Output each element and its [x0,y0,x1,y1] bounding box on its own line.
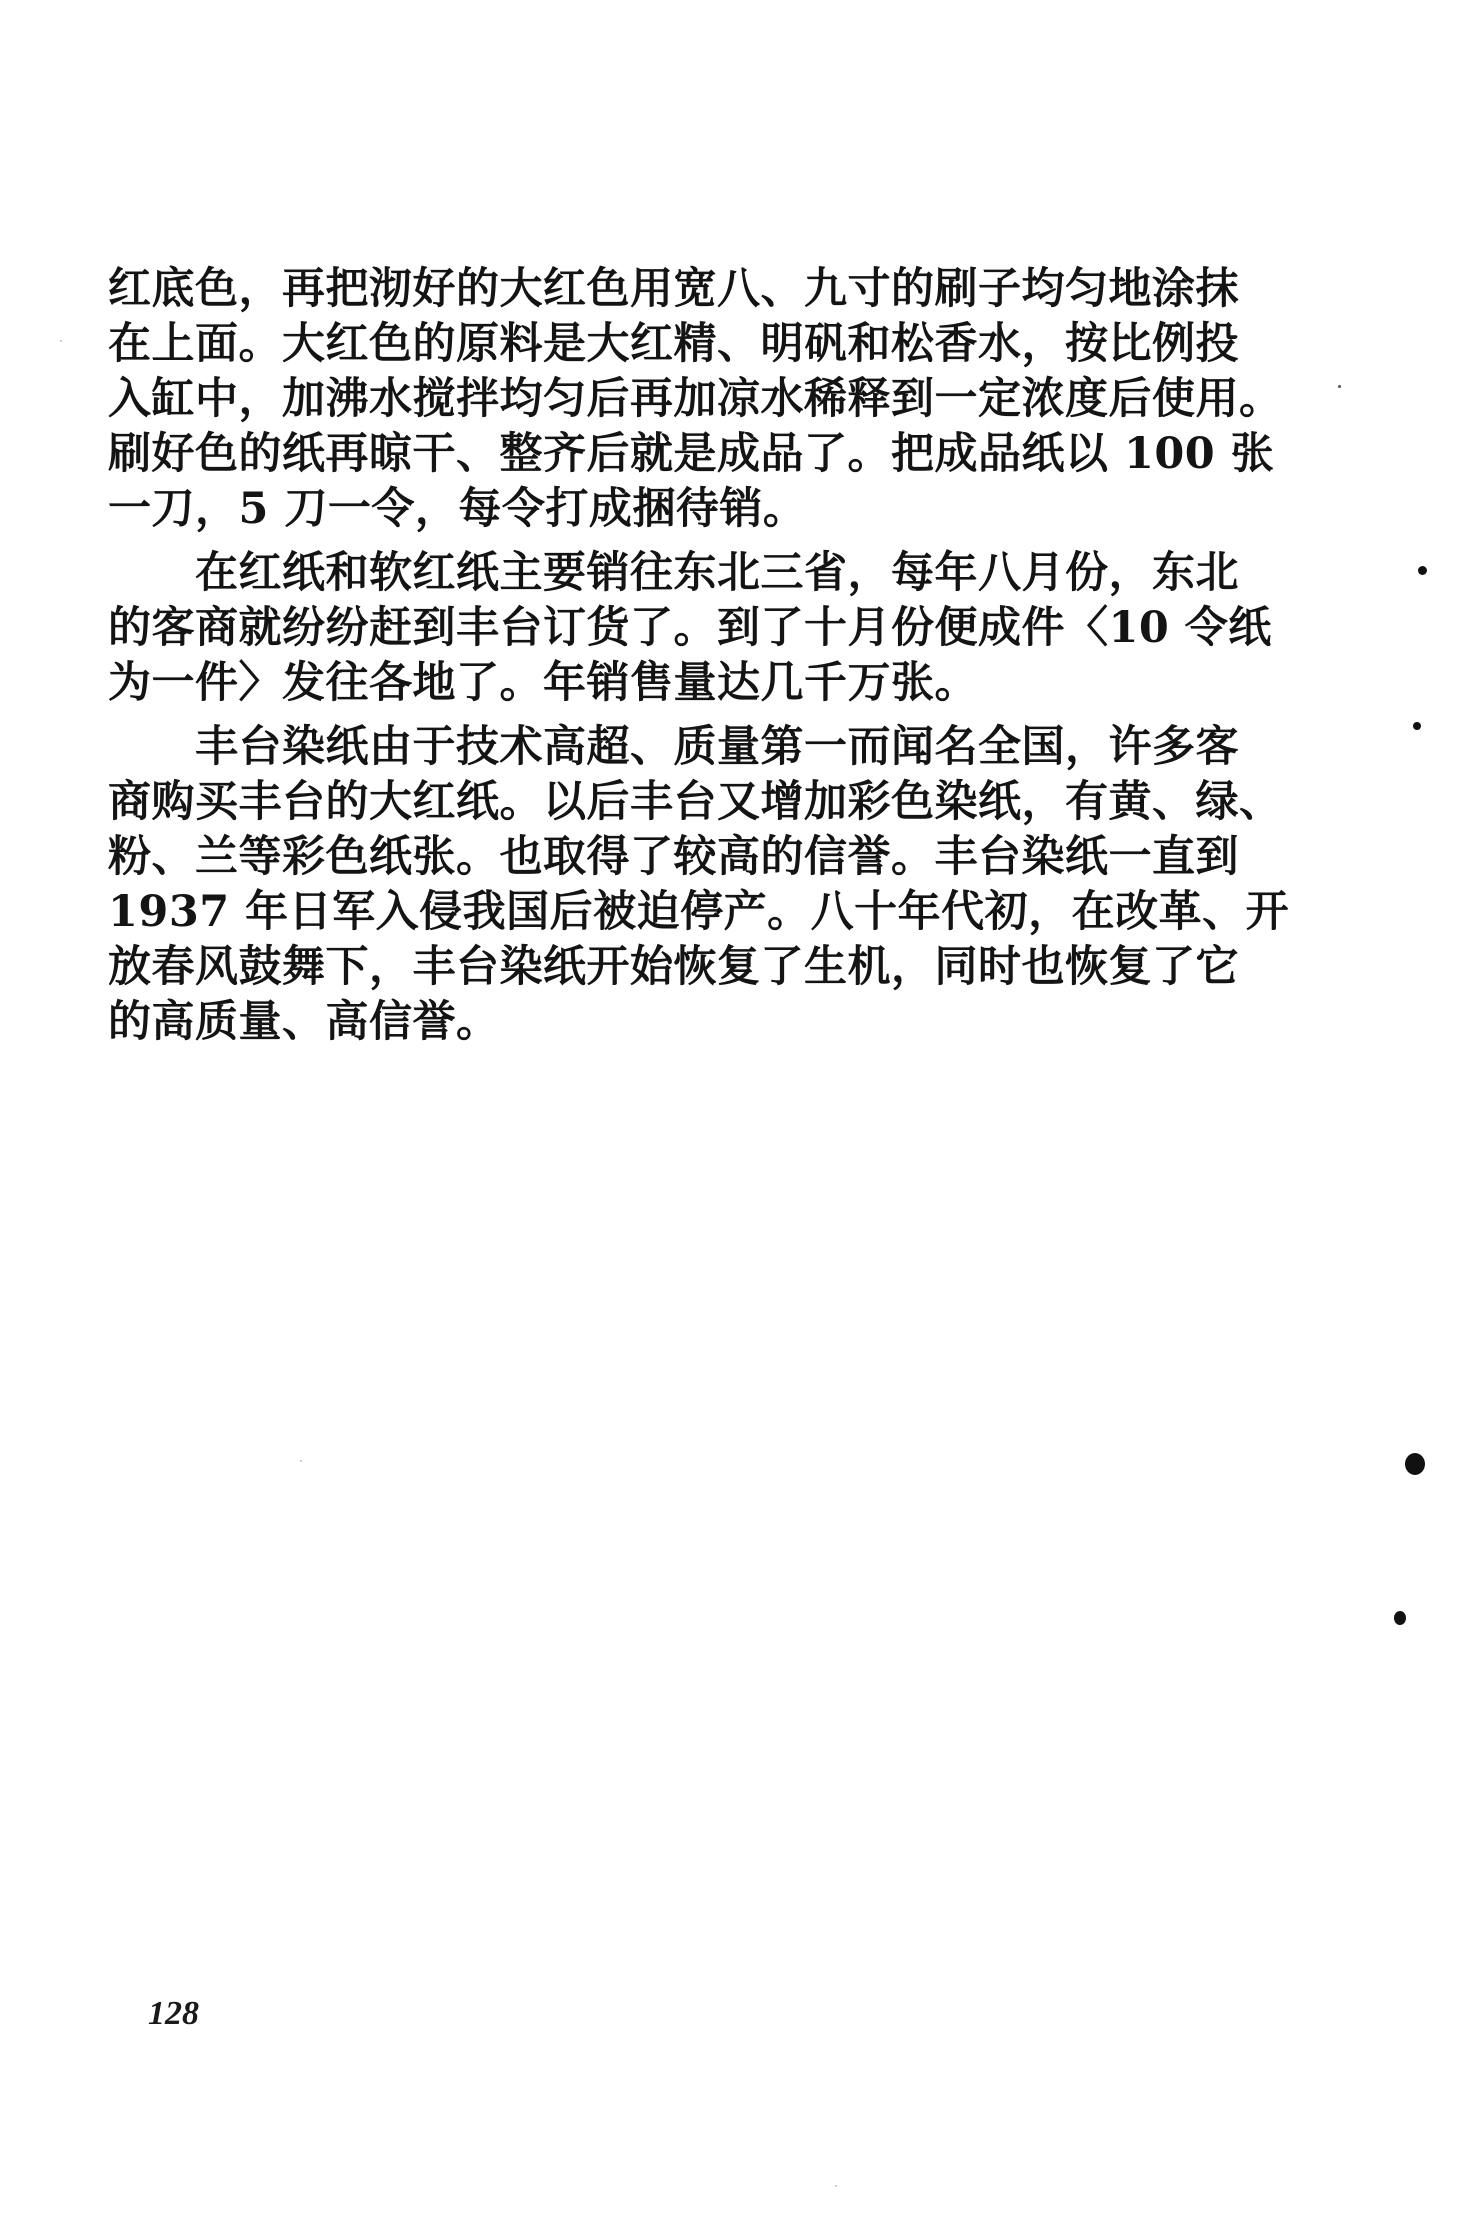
scan-speck [1338,385,1341,388]
text-line: 在上面。大红色的原料是大红精、明矾和松香水，按比例投 [108,319,1239,369]
scan-speck [60,340,62,342]
text-line: 刷好色的纸再晾干、整齐后就是成品了。把成品纸以 100 张 [108,429,1275,479]
text-line: 红底色，再把沏好的大红色用宽八、九寸的刷子均匀地涂抹 [108,264,1239,314]
scan-speck [835,2185,837,2187]
text-line: 粉、兰等彩色纸张。也取得了较高的信誉。丰台染纸一直到 [108,832,1239,882]
text-line: 入缸中，加沸水搅拌均匀后再加凉水稀释到一定浓度后使用。 [108,374,1283,424]
scan-speck [1418,566,1427,575]
body-text [108,262,1290,1050]
text-line: 商购买丰台的大红纸。以后丰台又增加彩色染纸，有黄、绿、 [108,777,1283,827]
page-number: 128 [148,1995,199,2032]
paragraph-2 [108,546,1272,711]
text-line: 为一件〉发往各地了。年销售量达几千万张。 [108,658,978,708]
scan-speck [1394,1611,1406,1625]
paragraph-3 [108,720,1290,1050]
text-line: 丰台染纸由于技术高超、质量第一而闻名全国，许多客 [108,722,1239,772]
scan-speck [1405,1453,1425,1475]
text-line: 的高质量、高信誉。 [108,997,500,1047]
scan-speck [1413,722,1421,730]
paragraph-1 [108,262,1283,537]
scan-speck [300,1460,302,1462]
text-line: 一刀，5 刀一令，每令打成捆待销。 [108,484,807,534]
text-line: 放春风鼓舞下，丰台染纸开始恢复了生机，同时也恢复了它 [108,942,1239,992]
text-line: 在红纸和软红纸主要销往东北三省，每年八月份，东北 [108,548,1239,598]
text-line: 的客商就纷纷赶到丰台订货了。到了十月份便成件〈10 令纸 [108,603,1272,653]
text-line: 1937 年日军入侵我国后被迫停产。八十年代初，在改革、开 [108,887,1290,937]
